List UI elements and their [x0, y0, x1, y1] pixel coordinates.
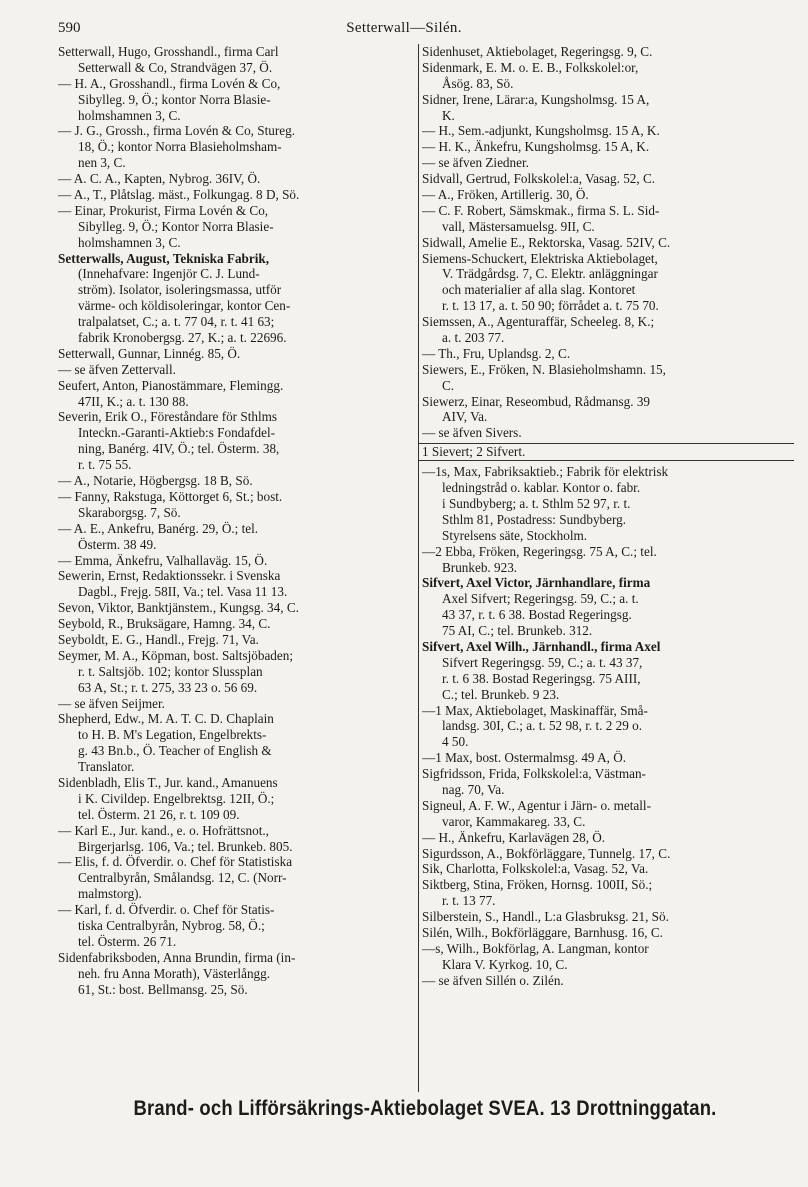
directory-line: 47II, K.; a. t. 130 88.	[78, 393, 189, 409]
directory-line: g. 43 Bn.b., Ö. Teacher of English &	[78, 743, 272, 759]
page-number: 590	[58, 20, 81, 36]
directory-line: r. t. 6 38. Bostad Regeringsg. 75 AIII,	[442, 670, 641, 686]
directory-line: AIV, Va.	[442, 409, 488, 425]
directory-line: Dagbl., Frejg. 58II, Va.; tel. Vasa 11 13.	[78, 584, 288, 600]
directory-line: 18, Ö.; kontor Norra Blasieholmsham-	[78, 139, 282, 155]
directory-line: Siemens-Schuckert, Elektriska Aktiebolaget,	[422, 250, 658, 266]
directory-line: i K. Civildep. Engelbrektsg. 12II, Ö.;	[78, 790, 275, 806]
directory-line: holmshamnen 3, C.	[78, 107, 181, 123]
directory-line: — A., T., Plåtslag. mäst., Folkungag. 8 D, Sö.	[58, 187, 300, 203]
directory-line: Sibylleg. 9, Ö.; Kontor Norra Blasie-	[78, 218, 274, 234]
directory-line: 43 37, r. t. 6 38. Bostad Regeringsg.	[442, 607, 632, 623]
directory-line: Centralbyrån, Smålandsg. 12, C. (Norr-	[78, 870, 287, 886]
directory-line: Österm. 38 49.	[78, 536, 157, 552]
directory-line: Sidner, Irene, Lärar:a, Kungsholmsg. 15 A,	[422, 91, 650, 107]
directory-line: Inteckn.-Garanti-Aktieb:s Fondafdel-	[78, 425, 276, 441]
directory-line: Siemssen, A., Agenturaffär, Scheeleg. 8, K.;	[422, 314, 655, 330]
directory-line: r. t. 13 17, a. t. 50 90; förrådet a. t. 75 70.	[442, 298, 659, 314]
directory-line: — H. A., Grosshandl., firma Lovén & Co,	[58, 75, 281, 91]
directory-line: r. t. Saltsjöb. 102; kontor Slussplan	[78, 663, 263, 679]
directory-line: Sigfridsson, Frida, Folkskolel:a, Västman-	[422, 766, 646, 782]
directory-line: Sigurdsson, A., Bokförläggare, Tunnelg. 17, C.	[422, 845, 671, 861]
directory-line: r. t. 13 77.	[442, 893, 496, 909]
directory-line: — J. G., Grossh., firma Lovén & Co, Stureg.	[58, 123, 295, 139]
directory-line: —1 Max, Aktiebolaget, Maskinaffär, Små-	[422, 702, 648, 718]
directory-line: Severin, Erik O., Föreståndare för Sthlms	[58, 409, 278, 425]
directory-line: Birgerjarlsg. 106, Va.; tel. Brunkeb. 805.	[78, 838, 293, 854]
page-header	[0, 20, 808, 42]
directory-line: Siktberg, Stina, Fröken, Hornsg. 100II, Sö.;	[422, 877, 653, 893]
directory-line: Seymer, M. A., Köpman, bost. Saltsjöbaden;	[58, 647, 293, 663]
directory-line: och materialier af alla slag. Kontoret	[442, 282, 636, 298]
directory-line: — H., Änkefru, Karlavägen 28, Ö.	[422, 829, 606, 845]
directory-line: Setterwall & Co, Strandvägen 37, Ö.	[78, 59, 273, 75]
directory-line: — Karl E., Jur. kand., e. o. Hofrättsnot.,	[58, 822, 269, 838]
directory-line: — Elis, f. d. Öfverdir. o. Chef för Statistiska	[58, 854, 293, 870]
column-divider	[418, 44, 419, 1092]
directory-line: a. t. 203 77.	[442, 330, 505, 346]
directory-line: — C. F. Robert, Sämskmak., firma S. L. Sid-	[422, 202, 660, 218]
directory-line: Setterwall, Gunnar, Linnég. 85, Ö.	[58, 345, 241, 361]
directory-line: Sifvert Regeringsg. 59, C.; a. t. 43 37,	[442, 654, 643, 670]
directory-line: Seybold, R., Bruksägare, Hamng. 34, C.	[58, 616, 271, 632]
directory-line: (Innehafvare: Ingenjör C. J. Lund-	[78, 266, 260, 282]
directory-line: Styrelsens säte, Stockholm.	[442, 527, 588, 543]
left-column	[58, 44, 416, 997]
directory-line: Silberstein, S., Handl., L:a Glasbruksg. 21, Sö.	[422, 909, 669, 925]
directory-line: — se äfven Sivers.	[422, 425, 522, 441]
directory-line: tiska Centralbyrån, Nybrog. 58, Ö.;	[78, 917, 265, 933]
directory-line: — A., Notarie, Högbergsg. 18 B, Sö.	[58, 473, 253, 489]
directory-line: Sewerin, Ernst, Redaktionssekr. i Svenska	[58, 568, 281, 584]
directory-line: Translator.	[78, 759, 135, 775]
directory-line: Sevon, Viktor, Banktjänstem., Kungsg. 34, C.	[58, 600, 299, 616]
directory-line: Åsög. 83, Sö.	[442, 75, 514, 91]
directory-line: varor, Kammakareg. 33, C.	[442, 813, 586, 829]
directory-line: landsg. 30I, C.; a. t. 52 98, r. t. 2 29 o.	[442, 718, 643, 734]
directory-line: — H., Sem.-adjunkt, Kungsholmsg. 15 A, K.	[422, 123, 660, 139]
directory-line: holmshamnen 3, C.	[78, 234, 181, 250]
directory-line: tel. Österm. 26 71.	[78, 933, 177, 949]
directory-line: Sifvert, Axel Wilh., Järnhandl., firma Axel	[422, 638, 661, 654]
directory-line: — se äfven Sillén o. Zilén.	[422, 972, 564, 988]
directory-line: Siewerz, Einar, Reseombud, Rådmansg. 39	[422, 393, 651, 409]
directory-line: Klara V. Kyrkog. 10, C.	[442, 956, 568, 972]
directory-line: — se äfven Ziedner.	[422, 155, 529, 171]
running-title: Setterwall—Silén.	[346, 20, 462, 36]
directory-line: — se äfven Zettervall.	[58, 361, 176, 377]
directory-line: 75 AI, C.; tel. Brunkeb. 312.	[442, 623, 593, 639]
directory-line: neh. fru Anna Morath), Västerlångg.	[78, 965, 271, 981]
directory-line: Sidenbladh, Elis T., Jur. kand., Amanuens	[58, 774, 278, 790]
directory-line: C.; tel. Brunkeb. 9 23.	[442, 686, 560, 702]
directory-line: — Th., Fru, Uplandsg. 2, C.	[422, 345, 571, 361]
directory-line: Sidenhuset, Aktiebolaget, Regeringsg. 9, C.	[422, 44, 653, 59]
directory-line: Sifvert, Axel Victor, Järnhandlare, firma	[422, 575, 651, 591]
directory-line: Seufert, Anton, Pianostämmare, Flemingg.	[58, 377, 284, 393]
directory-line: Sik, Charlotta, Folkskolel:a, Vasag. 52, Va.	[422, 861, 649, 877]
directory-line: r. t. 75 55.	[78, 457, 132, 473]
directory-line: ström). Isolator, isoleringsmassa, utför	[78, 282, 282, 298]
directory-line: — Emma, Änkefru, Valhallaväg. 15, Ö.	[58, 552, 268, 568]
directory-line: malmstorg).	[78, 886, 142, 902]
directory-line: vall, Mästersamuelsg. 9II, C.	[442, 218, 595, 234]
right-column	[422, 44, 794, 989]
directory-columns	[58, 44, 792, 1092]
directory-line: Sibylleg. 9, Ö.; kontor Norra Blasie-	[78, 91, 271, 107]
directory-line: Signeul, A. F. W., Agentur i Järn- o. metall-	[422, 797, 651, 813]
directory-line: Skaraborgsg. 7, Sö.	[78, 504, 181, 520]
directory-line: — A. E., Ankefru, Banérg. 29, Ö.; tel.	[58, 520, 259, 536]
section-heading: 1 Sievert; 2 Sifvert.	[418, 443, 794, 461]
directory-line: tralpalatset, C.; a. t. 77 04, r. t. 41 63;	[78, 314, 275, 330]
directory-line: — Fanny, Rakstuga, Köttorget 6, St.; bost.	[58, 488, 283, 504]
directory-line: — A., Fröken, Artillerig. 30, Ö.	[422, 187, 589, 203]
directory-line: — se äfven Seijmer.	[58, 695, 165, 711]
directory-line: Sidwall, Amelie E., Rektorska, Vasag. 52IV, C.	[422, 234, 671, 250]
directory-line: 61, St.: bost. Bellmansg. 25, Sö.	[78, 981, 248, 997]
directory-line: —1s, Max, Fabriksaktieb.; Fabrik för elektrisk	[422, 464, 669, 480]
directory-line: Sidvall, Gertrud, Folkskolel:a, Vasag. 52, C.	[422, 171, 656, 187]
footer-advert: Brand- och Lifförsäkrings-Aktiebolaget SVEA. 13 Drottninggatan.	[133, 1097, 717, 1120]
directory-line: nag. 70, Va.	[442, 781, 505, 797]
directory-line: —2 Ebba, Fröken, Regeringsg. 75 A, C.; tel.	[422, 543, 657, 559]
directory-line: — A. C. A., Kapten, Nybrog. 36IV, Ö.	[58, 171, 261, 187]
directory-line: V. Trädgårdsg. 7, C. Elektr. anläggningar	[442, 266, 658, 282]
directory-line: Setterwalls, August, Tekniska Fabrik,	[58, 250, 270, 266]
directory-line: 63 A, St.; r. t. 275, 33 23 o. 56 69.	[78, 679, 258, 695]
directory-line: — Einar, Prokurist, Firma Lovén & Co,	[58, 202, 269, 218]
directory-line: Setterwall, Hugo, Grosshandl., firma Carl	[58, 44, 279, 59]
directory-line: to H. B. M's Legation, Engelbrekts-	[78, 727, 267, 743]
directory-line: värme- och köldisoleringar, kontor Cen-	[78, 298, 291, 314]
directory-line: ning, Banérg. 4IV, Ö.; tel. Österm. 38,	[78, 441, 280, 457]
directory-line: Sidenmark, E. M. o. E. B., Folkskolel:or,	[422, 59, 639, 75]
directory-line: Axel Sifvert; Regeringsg. 59, C.; a. t.	[442, 591, 639, 607]
directory-line: Sidenfabriksboden, Anna Brundin, firma (in-	[58, 949, 296, 965]
directory-line: C.	[442, 377, 455, 393]
directory-line: ledningstråd o. kablar. Kontor o. fabr.	[442, 480, 641, 496]
directory-line: fabrik Kronobergsg. 27, K.; a. t. 22696.	[78, 330, 287, 346]
directory-line: K.	[442, 107, 455, 123]
directory-line: i Sundbyberg; a. t. Sthlm 52 97, r. t.	[442, 495, 631, 511]
directory-line: tel. Österm. 21 26, r. t. 109 09.	[78, 806, 240, 822]
directory-line: Sthlm 81, Postadress: Sundbyberg.	[442, 511, 627, 527]
directory-line: Shepherd, Edw., M. A. T. C. D. Chaplain	[58, 711, 274, 727]
directory-line: Siewers, E., Fröken, N. Blasieholmshamn. 15,	[422, 361, 666, 377]
directory-line: Brunkeb. 923.	[442, 559, 518, 575]
directory-line: nen 3, C.	[78, 155, 126, 171]
directory-line: —1 Max, bost. Ostermalmsg. 49 A, Ö.	[422, 750, 627, 766]
directory-line: 4 50.	[442, 734, 469, 750]
directory-line: — Karl, f. d. Öfverdir. o. Chef för Statis-	[58, 902, 275, 918]
directory-line: —s, Wilh., Bokförlag, A. Langman, kontor	[422, 940, 649, 956]
directory-line: — H. K., Änkefru, Kungsholmsg. 15 A, K.	[422, 139, 650, 155]
directory-line: Silén, Wilh., Bokförläggare, Barnhusg. 16, C.	[422, 924, 663, 940]
directory-line: Seyboldt, E. G., Handl., Frejg. 71, Va.	[58, 631, 259, 647]
